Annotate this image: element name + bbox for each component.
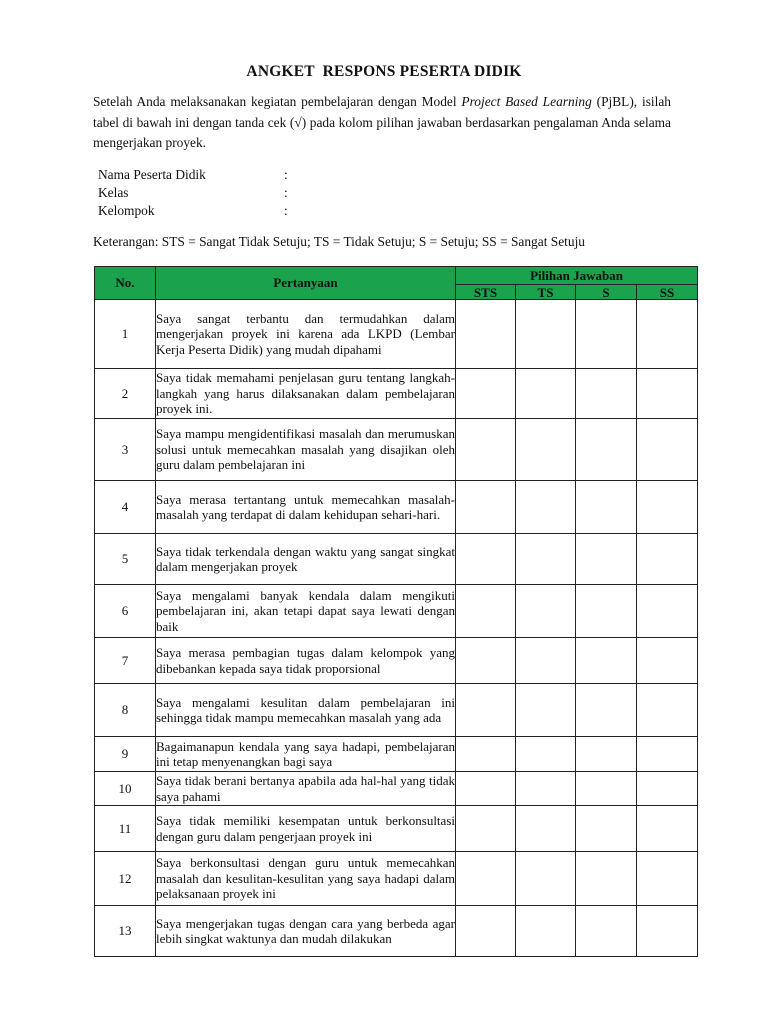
answer-cell-s[interactable]: [576, 419, 637, 481]
identity-row-class: [98, 184, 288, 202]
row-question: Saya sangat terbantu dan termudahkan dalam mengerjakan proyek ini karena ada LKPD (Lembar Kerja Peserta Didik) yang mudah dipahami: [156, 300, 456, 369]
answer-cell-ts[interactable]: [516, 481, 576, 534]
answer-cell-ss[interactable]: [637, 772, 698, 806]
answer-cell-sts[interactable]: [456, 481, 516, 534]
legend-note: Keterangan: STS = Sangat Tidak Setuju; TS = Tidak Setuju; S = Setuju; SS = Sangat Setuju: [93, 234, 585, 249]
row-number: 1: [95, 300, 156, 369]
row-question: Saya mengalami kesulitan dalam pembelajaran ini sehingga tidak mampu memecahkan masalah yang ada: [156, 684, 456, 737]
row-question: Saya tidak memahami penjelasan guru tentang langkah-langkah yang harus dilaksanakan dalam pembelajaran proyek ini.: [156, 369, 456, 419]
answer-cell-s[interactable]: [576, 534, 637, 585]
answer-cell-ts[interactable]: [516, 585, 576, 638]
answer-cell-sts[interactable]: [456, 534, 516, 585]
table-row: [95, 772, 698, 806]
row-number: 13: [95, 906, 156, 957]
answer-cell-s[interactable]: [576, 585, 637, 638]
answer-cell-ss[interactable]: [637, 684, 698, 737]
table-row: [95, 300, 698, 369]
identity-block: [98, 166, 288, 220]
identity-field[interactable]: :: [284, 167, 288, 182]
identity-label: Nama Peserta Didik: [98, 167, 206, 182]
identity-row-group: [98, 202, 288, 220]
answer-cell-ss[interactable]: [637, 852, 698, 906]
table-row: [95, 534, 698, 585]
answer-cell-s[interactable]: [576, 300, 637, 369]
header-question: Pertanyaan: [156, 267, 456, 300]
identity-label: Kelas: [98, 185, 129, 200]
answer-cell-ss[interactable]: [637, 638, 698, 684]
answer-cell-ss[interactable]: [637, 419, 698, 481]
answer-cell-sts[interactable]: [456, 585, 516, 638]
row-question: Saya mengerjakan tugas dengan cara yang berbeda agar lebih singkat waktunya dan mudah dilakukan: [156, 906, 456, 957]
row-number: 11: [95, 806, 156, 852]
answer-cell-s[interactable]: [576, 481, 637, 534]
answer-cell-ss[interactable]: [637, 369, 698, 419]
answer-cell-ts[interactable]: [516, 638, 576, 684]
answer-cell-ss[interactable]: [637, 737, 698, 772]
answer-cell-ts[interactable]: [516, 419, 576, 481]
row-number: 12: [95, 852, 156, 906]
row-question: Saya tidak berani bertanya apabila ada hal-hal yang tidak saya pahami: [156, 773, 455, 804]
answer-cell-sts[interactable]: [456, 906, 516, 957]
answer-cell-ts[interactable]: [516, 806, 576, 852]
answer-cell-ss[interactable]: [637, 585, 698, 638]
answer-cell-s[interactable]: [576, 684, 637, 737]
table-row: [95, 684, 698, 737]
answer-cell-ts[interactable]: [516, 737, 576, 772]
table-row: [95, 419, 698, 481]
row-question: Bagaimanapun kendala yang saya hadapi, pembelajaran ini tetap menyenangkan bagi saya: [156, 737, 456, 772]
answer-cell-sts[interactable]: [456, 369, 516, 419]
questionnaire-body: [95, 300, 698, 957]
table-row: [95, 806, 698, 852]
answer-cell-ts[interactable]: [516, 906, 576, 957]
answer-cell-ts[interactable]: [516, 852, 576, 906]
intro-text-1: Setelah Anda melaksanakan kegiatan pembelajaran dengan Model: [93, 94, 462, 109]
answer-cell-sts[interactable]: [456, 684, 516, 737]
row-number: 8: [95, 684, 156, 737]
row-number: 9: [95, 737, 156, 772]
row-number: 3: [95, 419, 156, 481]
row-question: Saya tidak terkendala dengan waktu yang sangat singkat dalam mengerjakan proyek: [156, 534, 456, 585]
table-row: [95, 481, 698, 534]
questionnaire-table: [94, 266, 698, 957]
answer-cell-ss[interactable]: [637, 534, 698, 585]
header-option-ts: TS: [516, 285, 576, 300]
answer-cell-ss[interactable]: [637, 906, 698, 957]
header-option-sts: STS: [456, 285, 516, 300]
row-number: 2: [95, 369, 156, 419]
row-number: 7: [95, 638, 156, 684]
answer-cell-ts[interactable]: [516, 300, 576, 369]
answer-cell-sts[interactable]: [456, 300, 516, 369]
header-answer-group: Pilihan Jawaban: [456, 267, 698, 285]
page-title: ANGKET RESPONS PESERTA DIDIK: [246, 63, 522, 80]
row-number: 6: [95, 585, 156, 638]
identity-field[interactable]: :: [284, 203, 288, 218]
header-option-ss: SS: [637, 285, 698, 300]
answer-cell-sts[interactable]: [456, 806, 516, 852]
answer-cell-sts[interactable]: [456, 737, 516, 772]
answer-cell-sts[interactable]: [456, 852, 516, 906]
row-question: Saya mampu mengidentifikasi masalah dan merumuskan solusi untuk memecahkan masalah yang disajikan oleh guru dalam pembelajaran ini: [156, 419, 456, 481]
table-row: [95, 585, 698, 638]
row-number: 10: [95, 772, 156, 806]
answer-cell-s[interactable]: [576, 638, 637, 684]
intro-text-2: (PjBL), isilah tabel di bawah ini dengan tanda cek (√) pada kolom pilihan jawaban berdasarkan pengalaman Anda selama mengerjakan proyek.: [93, 94, 671, 150]
identity-row-name: [98, 166, 288, 184]
header-no: No.: [95, 267, 156, 300]
answer-cell-sts[interactable]: [456, 772, 516, 806]
intro-paragraph: [93, 92, 671, 154]
table-row: [95, 638, 698, 684]
answer-cell-s[interactable]: [576, 369, 637, 419]
row-number: 4: [95, 481, 156, 534]
answer-cell-ss[interactable]: [637, 806, 698, 852]
answer-cell-ts[interactable]: [516, 369, 576, 419]
answer-cell-ss[interactable]: [637, 300, 698, 369]
answer-cell-s[interactable]: [576, 772, 637, 806]
identity-label: Kelompok: [98, 203, 155, 218]
intro-italic-model: Project Based Learning: [461, 94, 592, 109]
answer-cell-s[interactable]: [576, 737, 637, 772]
answer-cell-ss[interactable]: [637, 481, 698, 534]
header-option-s: S: [576, 285, 637, 300]
answer-cell-sts[interactable]: [456, 638, 516, 684]
row-question: Saya berkonsultasi dengan guru untuk memecahkan masalah dan kesulitan-kesulitan yang saya hadapi dalam pelaksanaan proyek ini: [156, 852, 456, 906]
row-question: Saya merasa pembagian tugas dalam kelompok yang dibebankan kepada saya tidak proporsional: [156, 638, 456, 684]
row-number: 5: [95, 534, 156, 585]
answer-cell-ts[interactable]: [516, 684, 576, 737]
answer-cell-s[interactable]: [576, 906, 637, 957]
answer-cell-sts[interactable]: [456, 419, 516, 481]
answer-cell-ts[interactable]: [516, 534, 576, 585]
table-row: [95, 369, 698, 419]
table-row: [95, 737, 698, 772]
row-question: Saya tidak memiliki kesempatan untuk berkonsultasi dengan guru dalam pengerjaan proyek ini: [156, 806, 456, 852]
table-row: [95, 852, 698, 906]
identity-field[interactable]: :: [284, 185, 288, 200]
answer-cell-ts[interactable]: [516, 772, 576, 806]
answer-cell-s[interactable]: [576, 852, 637, 906]
table-row: [95, 906, 698, 957]
row-question: Saya mengalami banyak kendala dalam mengikuti pembelajaran ini, akan tetapi dapat saya lewati dengan baik: [156, 585, 456, 638]
row-question: Saya merasa tertantang untuk memecahkan masalah-masalah yang terdapat di dalam kehidupan sehari-hari.: [156, 481, 456, 534]
answer-cell-s[interactable]: [576, 806, 637, 852]
